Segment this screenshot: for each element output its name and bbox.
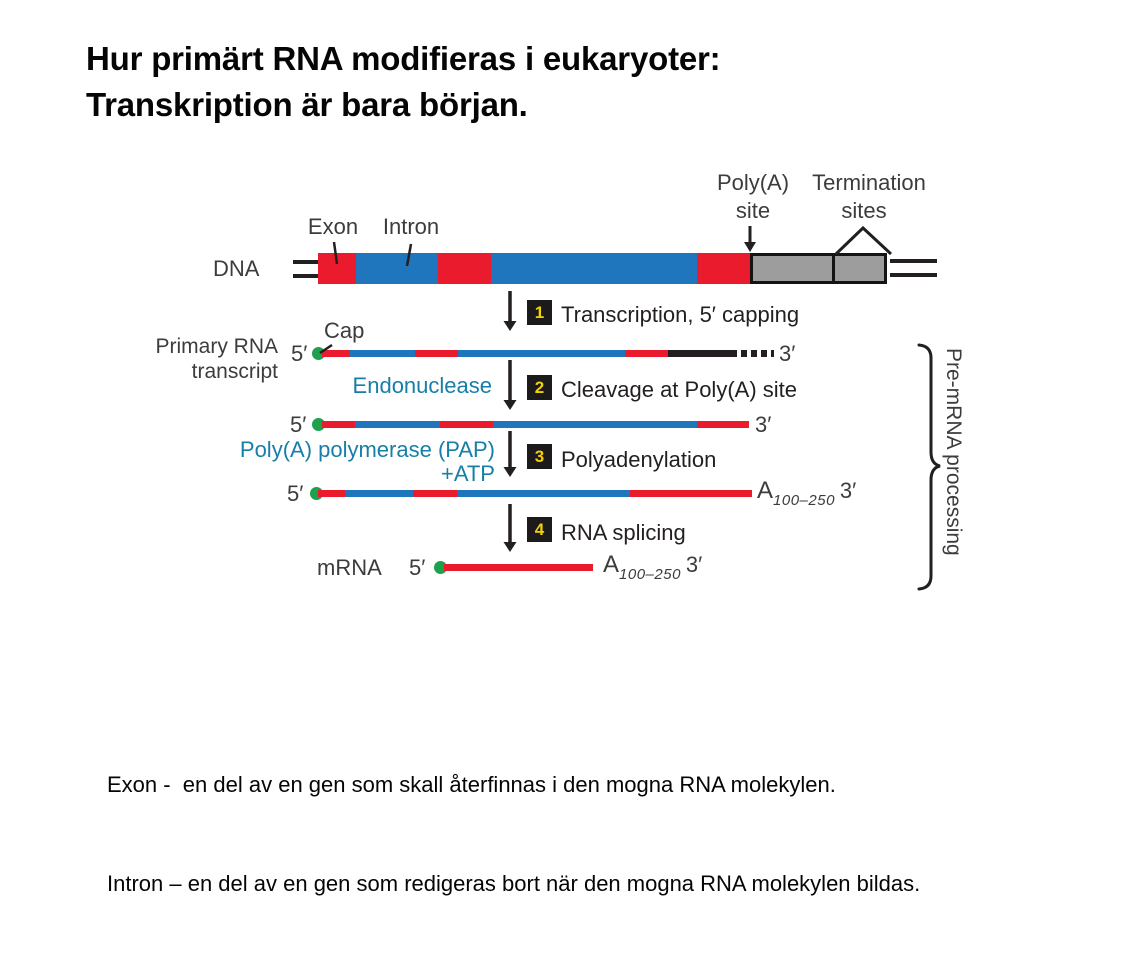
cap-label: Cap: [324, 318, 365, 343]
exon-segment: [322, 421, 355, 428]
uncleaved-rna-segment: [668, 350, 737, 357]
slide-title-line2: Transkription är bara början.: [86, 86, 528, 123]
endonuclease-label: Endonuclease: [352, 373, 492, 398]
step-1-arrow: [504, 291, 517, 331]
step-4-badge: 4: [527, 517, 552, 542]
exon-segment: [438, 253, 491, 284]
intron-segment: [457, 490, 630, 497]
step-2-label: Cleavage at Poly(A) site: [561, 377, 797, 402]
dna-label: DNA: [213, 256, 260, 281]
exon-definition: Exon - en del av en gen som skall återfinnas i den mogna RNA molekylen.: [107, 772, 836, 797]
exon-segment: [697, 253, 750, 284]
exon-segment: [413, 490, 457, 497]
pap-enzyme-label-line1: Poly(A) polymerase (PAP): [239, 437, 495, 462]
intron-segment: [458, 350, 625, 357]
mrna-label: mRNA: [317, 555, 382, 580]
dna-strand-line: [890, 259, 937, 263]
step-2-arrow: [504, 360, 517, 410]
step-3-arrow: [504, 431, 517, 477]
primary-transcript-label-line2: transcript: [191, 360, 278, 383]
primary-transcript-label: [130, 334, 278, 384]
polya-tail-sub: 100–250: [773, 492, 835, 509]
exon-segment: [318, 253, 356, 284]
dna-strand-line: [293, 260, 318, 264]
five-prime-label: 5′: [409, 555, 426, 580]
termination-sites-bracket: [836, 228, 891, 254]
step-4-arrow: [504, 504, 517, 552]
step-4-label: RNA splicing: [561, 520, 686, 545]
dna-strand-line: [293, 274, 318, 278]
step-1-badge: 1: [527, 300, 552, 325]
intron-segment: [493, 421, 697, 428]
termination-sites-label-line1: Termination: [812, 170, 926, 195]
spliced-exon-segment: [444, 564, 593, 571]
pre-mrna-processing-brace: [919, 345, 940, 589]
pre-mrna-processing-label: Pre-mRNA processing: [942, 348, 965, 556]
dna-strand-line: [890, 273, 937, 277]
slide-title: [86, 36, 720, 128]
polya-tail-label: [603, 551, 702, 583]
exon-segment: [440, 421, 493, 428]
polya-tail-a: A: [757, 477, 774, 504]
polya-tail-sub: 100–250: [619, 566, 681, 583]
cleaved-rna-line: [322, 421, 749, 428]
intron-segment: [491, 253, 697, 284]
downstream-dna-segment: [750, 253, 835, 284]
pap-enzyme-label-line2: +ATP: [440, 461, 495, 486]
termination-site-segment: [832, 253, 887, 284]
intron-segment: [350, 350, 415, 357]
polya-tail-label: [757, 477, 856, 509]
primary-rna-line: [322, 350, 737, 357]
polya-site-arrow: [744, 226, 756, 252]
polya-tail-a: A: [603, 551, 620, 578]
termination-sites-label-line2: sites: [841, 198, 887, 223]
polyadenylated-rna-line: [318, 490, 752, 497]
exon-segment: [625, 350, 668, 357]
dna-bar: [318, 253, 890, 284]
polya-site-label-line2: site: [735, 198, 771, 223]
three-prime-label: 3′: [839, 478, 857, 503]
intron-segment: [356, 253, 438, 284]
five-prime-label: 5′: [287, 481, 304, 506]
intron-segment: [345, 490, 413, 497]
three-prime-label: 3′: [685, 552, 703, 577]
intron-segment: [355, 421, 440, 428]
five-prime-label: 5′: [291, 341, 308, 366]
mrna-line: [444, 564, 593, 571]
definitions-text: [107, 702, 920, 966]
step-3-badge: 3: [527, 444, 552, 469]
exon-segment: [322, 350, 350, 357]
primary-transcript-label-line1: Primary RNA: [155, 335, 278, 358]
step-3-label: Polyadenylation: [561, 447, 717, 472]
exon-segment: [415, 350, 458, 357]
pap-enzyme-label: [235, 438, 495, 486]
step-2-badge: 2: [527, 375, 552, 400]
intron-definition: Intron – en del av en gen som redigeras bort när den mogna RNA molekylen bildas.: [107, 871, 921, 896]
exon-segment: [630, 490, 752, 497]
step-1-label: Transcription, 5′ capping: [561, 302, 800, 327]
polya-site-label-line1: Poly(A): [716, 170, 790, 195]
exon-segment: [697, 421, 749, 428]
intron-callout-label: Intron: [382, 214, 440, 239]
three-prime-label: 3′: [755, 412, 772, 437]
slide-title-line1: Hur primärt RNA modifieras i eukaryoter:: [86, 40, 721, 77]
exon-segment: [318, 490, 345, 497]
five-prime-label: 5′: [290, 412, 307, 437]
exon-callout-label: Exon: [307, 214, 359, 239]
three-prime-label: 3′: [779, 341, 796, 366]
